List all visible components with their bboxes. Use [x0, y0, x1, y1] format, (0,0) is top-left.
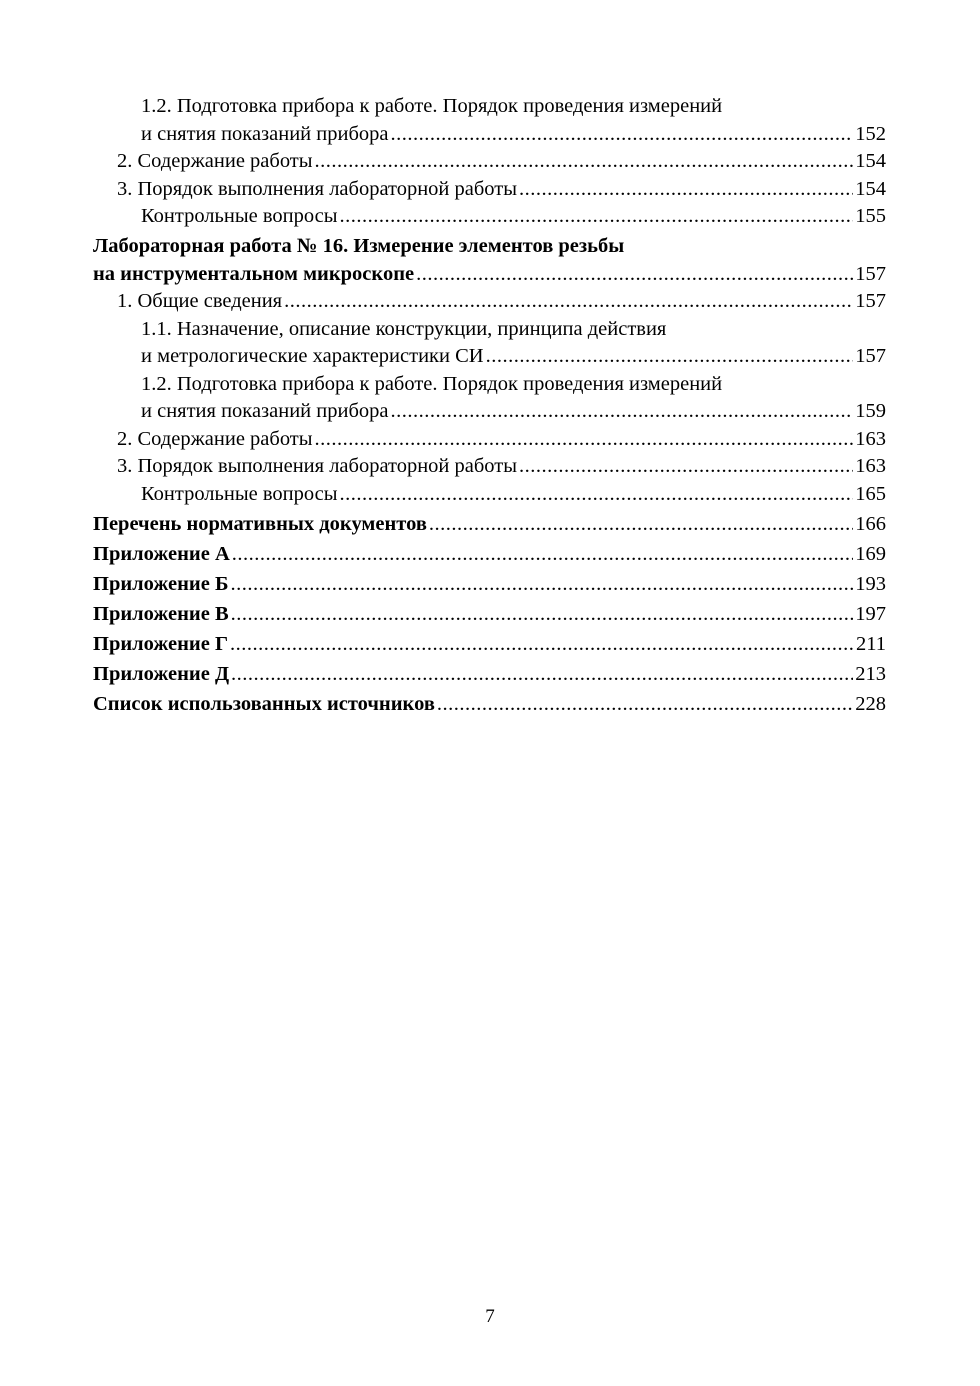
toc-entry[interactable]: [93, 661, 886, 689]
toc-entry-page: 157: [855, 345, 886, 367]
toc-entry-line: [141, 203, 886, 231]
toc-entry-title-line: Лабораторная работа № 16. Измерение элементов резьбы: [93, 235, 625, 257]
toc-entry[interactable]: [93, 176, 886, 204]
toc-entry[interactable]: [93, 511, 886, 539]
toc-entry-line: [93, 661, 886, 689]
toc-entry[interactable]: [93, 288, 886, 316]
dot-leader: [519, 176, 853, 204]
toc-entry-line: [117, 453, 886, 481]
toc-entry-page: 154: [855, 177, 886, 200]
toc-entry-line: [141, 398, 886, 426]
toc-entry-title: 1. Общие сведения: [117, 290, 283, 312]
toc-entry[interactable]: [93, 203, 886, 231]
toc-entry-page: 157: [855, 290, 886, 312]
dot-leader: [232, 541, 854, 569]
toc-entry-page: 163: [855, 427, 886, 450]
dot-leader: [284, 288, 853, 316]
toc-entry[interactable]: [93, 571, 886, 599]
toc-entry-page: 152: [855, 122, 886, 145]
toc-entry-page: 159: [855, 400, 886, 422]
toc-entry-title: Приложение Б: [93, 572, 229, 595]
toc-entry-line: [93, 601, 886, 629]
dot-leader: [437, 691, 853, 719]
toc-entry-line: [141, 121, 886, 149]
toc-entry[interactable]: [93, 453, 886, 481]
toc-entry[interactable]: [93, 233, 886, 288]
dot-leader: [391, 121, 854, 149]
dot-leader: [231, 571, 854, 599]
toc-entry-line: [93, 541, 886, 569]
toc-entry[interactable]: [93, 148, 886, 176]
toc-entry-page: 193: [855, 572, 886, 595]
toc-entry[interactable]: [93, 371, 886, 426]
toc-entry-page: 166: [855, 512, 886, 535]
toc-entry-page: 213: [855, 662, 886, 685]
toc-entry-page: 157: [855, 262, 886, 285]
dot-leader: [340, 203, 854, 231]
dot-leader: [391, 398, 854, 426]
toc-entry-line: [93, 691, 886, 719]
toc-entry-title: Приложение А: [93, 542, 230, 565]
toc-entry-page: 155: [855, 205, 886, 227]
toc-entry-title: 3. Порядок выполнения лабораторной работы: [117, 455, 518, 477]
toc-entry-title: и снятия показаний прибора: [141, 122, 389, 145]
toc-entry-page: 169: [855, 542, 886, 565]
toc-entry-page: 154: [855, 150, 886, 172]
toc-entry-title: 2. Содержание работы: [117, 150, 313, 172]
toc-entry[interactable]: [93, 631, 886, 659]
toc-entry-line: [117, 426, 886, 454]
toc-entry-line: [117, 288, 886, 316]
toc-entry-title: Контрольные вопросы: [141, 482, 338, 505]
toc-entry-line: [93, 261, 886, 289]
table-of-contents: [93, 93, 886, 718]
toc-entry[interactable]: [93, 541, 886, 569]
dot-leader: [416, 261, 853, 289]
dot-leader: [230, 631, 854, 659]
toc-entry-page: 211: [856, 632, 886, 655]
dot-leader: [231, 661, 853, 689]
toc-entry-title: Приложение Д: [93, 662, 230, 685]
toc-entry[interactable]: [93, 691, 886, 719]
toc-entry[interactable]: [93, 93, 886, 148]
toc-entry-title: Список использованных источников: [93, 692, 435, 715]
toc-entry-title: и метрологические характеристики СИ: [141, 345, 484, 367]
toc-entry-page: 197: [855, 602, 886, 625]
dot-leader: [315, 426, 854, 454]
toc-entry[interactable]: [93, 316, 886, 371]
toc-entry-line: [117, 148, 886, 176]
dot-leader: [340, 481, 854, 509]
toc-entry-title: Приложение Г: [93, 632, 228, 655]
toc-entry-line: [93, 511, 886, 539]
toc-entry-page: 163: [855, 455, 886, 477]
toc-entry-title: Приложение В: [93, 602, 229, 625]
toc-entry-title-line: 1.1. Назначение, описание конструкции, принципа действия: [141, 317, 667, 340]
dot-leader: [315, 148, 854, 176]
dot-leader: [429, 511, 853, 539]
toc-entry-title: и снятия показаний прибора: [141, 400, 389, 422]
page-number: 7: [485, 1306, 495, 1327]
dot-leader: [486, 343, 854, 371]
toc-entry-line: [141, 343, 886, 371]
toc-entry-title: 3. Порядок выполнения лабораторной работы: [117, 177, 518, 200]
toc-entry-title: 2. Содержание работы: [117, 427, 313, 450]
toc-entry-line: [93, 571, 886, 599]
toc-entry[interactable]: [93, 481, 886, 509]
toc-entry-line: [93, 631, 886, 659]
toc-entry-title: на инструментальном микроскопе: [93, 262, 415, 285]
toc-entry-page: 165: [855, 482, 886, 505]
dot-leader: [519, 453, 853, 481]
toc-entry-line: [141, 481, 886, 509]
toc-entry-page: 228: [855, 692, 886, 715]
toc-entry-title-line: 1.2. Подготовка прибора к работе. Порядок проведения измерений: [141, 95, 723, 117]
dot-leader: [231, 601, 854, 629]
toc-entry-title-line: 1.2. Подготовка прибора к работе. Порядок проведения измерений: [141, 372, 723, 395]
toc-entry-title: Перечень нормативных документов: [93, 512, 427, 535]
toc-entry-title: Контрольные вопросы: [141, 205, 338, 227]
toc-entry[interactable]: [93, 426, 886, 454]
toc-entry[interactable]: [93, 601, 886, 629]
toc-entry-line: [117, 176, 886, 204]
